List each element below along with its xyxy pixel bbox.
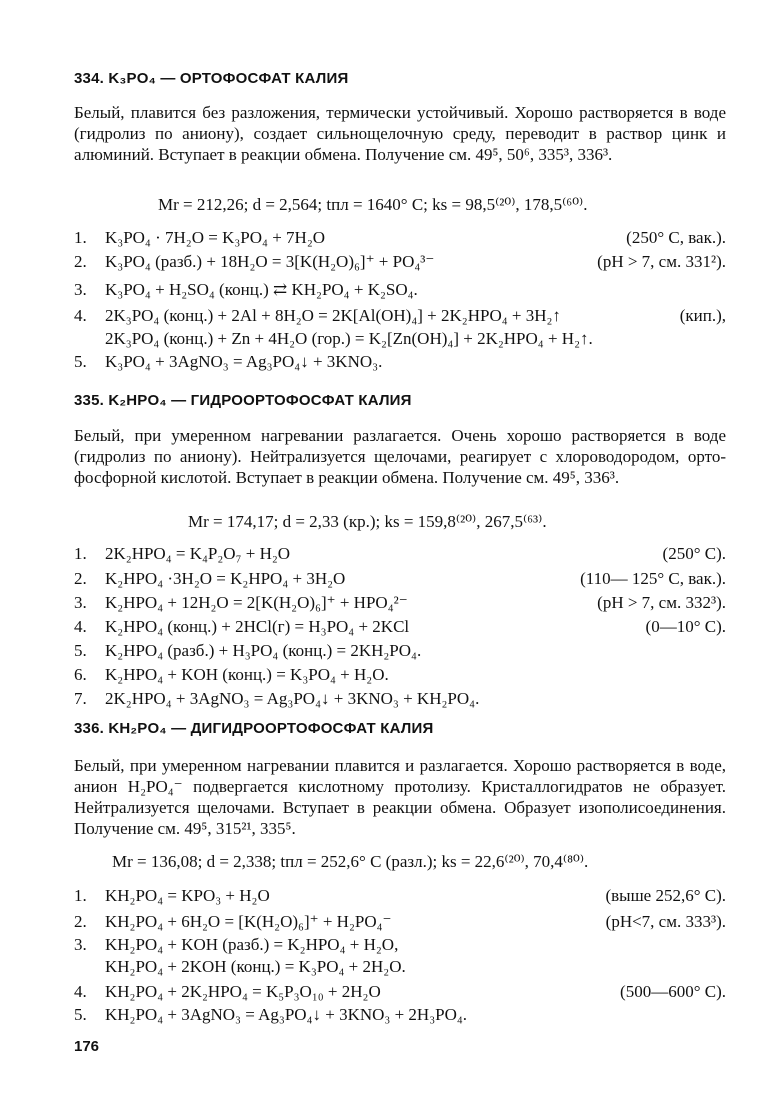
eq-336-1: KH₂PO₄ = KPO₃ + H₂O bbox=[105, 886, 270, 905]
eq-334-4-number: 4. bbox=[74, 306, 87, 325]
eq-336-4: KH₂PO₄ + 2K₂HPO₄ = K₅P₃O₁₀ + 2H₂O bbox=[105, 982, 381, 1001]
page-number: 176 bbox=[74, 1038, 100, 1055]
eq-334-2-condition: (pH > 7, см. 331²). bbox=[597, 252, 726, 271]
eq-335-2-condition: (110— 125° C, вак.). bbox=[580, 569, 726, 588]
eq-334-3-number: 3. bbox=[74, 280, 87, 299]
section-336-properties: Mr = 136,08; d = 2,338; tпл = 252,6° C (разл.); ks = 22,6⁽²⁰⁾, 70,4⁽⁸⁰⁾. bbox=[112, 852, 589, 871]
eq-334-2-number: 2. bbox=[74, 252, 87, 271]
eq-334-2: K₃PO₄ (разб.) + 18H₂O = 3[K(H₂O)₆]⁺ + PO₄³⁻ bbox=[105, 252, 435, 271]
eq-334-4b: 2K₃PO₄ (конц.) + Zn + 4H₂O (гор.) = K₂[Zn(OH)₄] + 2K₂HPO₄ + H₂↑. bbox=[105, 329, 593, 348]
eq-336-2: KH₂PO₄ + 6H₂O = [K(H₂O)₆]⁺ + H₂PO₄⁻ bbox=[105, 912, 392, 931]
eq-335-7-number: 7. bbox=[74, 689, 87, 708]
eq-335-4-condition: (0—10° C). bbox=[645, 617, 726, 636]
eq-335-6: K₂HPO₄ + KOH (конц.) = K₃PO₄ + H₂O. bbox=[105, 665, 389, 684]
eq-334-1-condition: (250° C, вак.). bbox=[626, 228, 726, 247]
section-335-title: 335. K₂HPO₄ — ГИДРООРТОФОСФАТ КАЛИЯ bbox=[74, 392, 412, 409]
eq-336-3b: KH₂PO₄ + 2KOH (конц.) = K₃PO₄ + 2H₂O. bbox=[105, 957, 406, 976]
eq-335-1: 2K₂HPO₄ = K₄P₂O₇ + H₂O bbox=[105, 544, 291, 563]
eq-335-2-number: 2. bbox=[74, 569, 87, 588]
eq-335-4-number: 4. bbox=[74, 617, 87, 636]
eq-335-3-condition: (pH > 7, см. 332³). bbox=[597, 593, 726, 612]
eq-336-4-condition: (500—600° C). bbox=[620, 982, 726, 1001]
eq-334-1: K₃PO₄ · 7H₂O = K₃PO₄ + 7H₂O bbox=[105, 228, 326, 247]
eq-336-3a: KH₂PO₄ + KOH (разб.) = K₂HPO₄ + H₂O, bbox=[105, 935, 399, 954]
eq-335-5: K₂HPO₄ (разб.) + H₃PO₄ (конц.) = 2KH₂PO₄. bbox=[105, 641, 422, 660]
eq-335-2: K₂HPO₄ ·3H₂O = K₂HPO₄ + 3H₂O bbox=[105, 569, 346, 588]
eq-335-5-number: 5. bbox=[74, 641, 87, 660]
section-335-description: Белый, при умеренном нагревании разлагается. Очень хорошо растворяется в воде (гидролиз по аниону). Нейтрализуется щелочами, реагирует с хлороводородом, орто-фосфорной кислотой. Вступает в реакции обмена. Получение см. 49⁵, 336³. bbox=[74, 426, 726, 487]
eq-334-5: K₃PO₄ + 3AgNO₃ = Ag₃PO₄↓ + 3KNO₃. bbox=[105, 352, 383, 371]
eq-336-1-condition: (выше 252,6° C). bbox=[605, 886, 726, 905]
section-336-title: 336. KH₂PO₄ — ДИГИДРООРТОФОСФАТ КАЛИЯ bbox=[74, 720, 434, 737]
eq-336-2-number: 2. bbox=[74, 912, 87, 931]
eq-335-6-number: 6. bbox=[74, 665, 87, 684]
eq-334-4a: 2K₃PO₄ (конц.) + 2Al + 8H₂O = 2K[Al(OH)₄] + 2K₂HPO₄ + 3H₂↑ bbox=[105, 306, 561, 325]
eq-336-1-number: 1. bbox=[74, 886, 87, 905]
eq-335-1-condition: (250° C). bbox=[662, 544, 726, 563]
eq-335-3-number: 3. bbox=[74, 593, 87, 612]
eq-334-3: K₃PO₄ + H₂SO₄ (конц.) ⇄ KH₂PO₄ + K₂SO₄. bbox=[105, 280, 418, 299]
eq-334-1-number: 1. bbox=[74, 228, 87, 247]
section-336-description: Белый, при умеренном нагревании плавится и разлагается. Хорошо растворяется в воде, анион H₂PO₄⁻ подвергается кислотному протолизу. Кристаллогидратов не образует. Нейтрализуется щелочами. Вступает в реакции обмена. Образует изополисоединения. Получение см. 49⁵, 315²¹, 335⁵. bbox=[74, 756, 726, 838]
eq-335-7: 2K₂HPO₄ + 3AgNO₃ = Ag₃PO₄↓ + 3KNO₃ + KH₂PO₄. bbox=[105, 689, 480, 708]
section-334-properties: Mr = 212,26; d = 2,564; tпл = 1640° C; ks = 98,5⁽²⁰⁾, 178,5⁽⁶⁰⁾. bbox=[158, 195, 588, 214]
eq-334-4-condition: (кип.), bbox=[679, 306, 726, 325]
eq-335-3: K₂HPO₄ + 12H₂O = 2[K(H₂O)₆]⁺ + HPO₄²⁻ bbox=[105, 593, 408, 612]
eq-335-1-number: 1. bbox=[74, 544, 87, 563]
section-335-properties: Mr = 174,17; d = 2,33 (кр.); ks = 159,8⁽²⁰⁾, 267,5⁽⁶³⁾. bbox=[188, 512, 547, 531]
section-334-description: Белый, плавится без разложения, термически устойчивый. Хорошо растворяется в воде (гидролиз по аниону), создает сильнощелочную среду, переводит в раствор цинк и алюминий. Вступает в реакции обмена. Получение см. 49⁵, 50⁶, 335³, 336³. bbox=[74, 103, 726, 164]
eq-334-5-number: 5. bbox=[74, 352, 87, 371]
eq-336-5-number: 5. bbox=[74, 1005, 87, 1024]
eq-336-4-number: 4. bbox=[74, 982, 87, 1001]
eq-336-3-number: 3. bbox=[74, 935, 87, 954]
eq-336-5: KH₂PO₄ + 3AgNO₃ = Ag₃PO₄↓ + 3KNO₃ + 2H₃PO₄. bbox=[105, 1005, 468, 1024]
eq-336-2-condition: (pH<7, см. 333³). bbox=[605, 912, 726, 931]
eq-335-4: K₂HPO₄ (конц.) + 2HCl(г) = H₃PO₄ + 2KCl bbox=[105, 617, 410, 636]
section-334-title: 334. K₃PO₄ — ОРТОФОСФАТ КАЛИЯ bbox=[74, 70, 349, 87]
